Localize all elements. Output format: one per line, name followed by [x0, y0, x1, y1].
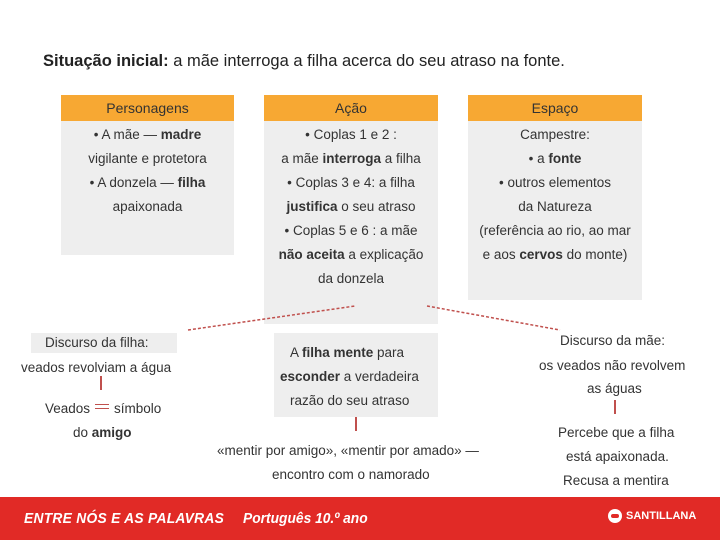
acao-line: • Coplas 5 e 6 : a mãe — [284, 223, 418, 238]
footer-bar — [0, 497, 720, 540]
title-rest: a mãe interroga a filha acerca do seu atraso na fonte. — [168, 52, 565, 70]
mentir-quote: «mentir por amigo», «mentir por amado» — — [217, 443, 479, 458]
do-amigo-text: do amigo — [73, 425, 132, 440]
page-title — [43, 52, 565, 71]
header-personagens: Personagens — [61, 95, 234, 121]
filha-mente-line1: A filha mente para — [290, 345, 405, 360]
espaco-line: Campestre: — [520, 127, 590, 142]
personagens-line: • A mãe — madre — [93, 127, 202, 142]
santillana-logo-icon — [608, 509, 622, 523]
personagens-line: vigilante e protetora — [88, 151, 207, 166]
cell-acao — [264, 121, 438, 324]
espaco-line: (referência ao rio, ao mar — [479, 223, 631, 238]
footer-subject: Português 10.º ano — [243, 510, 368, 527]
connector-right — [427, 306, 560, 330]
cell-personagens — [61, 121, 234, 255]
acao-line: justifica o seu atraso — [286, 199, 416, 214]
santillana-logo: SANTILLANA — [608, 509, 696, 523]
espaco-line: da Natureza — [518, 199, 592, 214]
column-acao — [264, 95, 438, 324]
veados-text: Veados — [45, 401, 91, 416]
acao-line: a mãe interroga a filha — [281, 151, 421, 166]
personagens-line: apaixonada — [112, 199, 183, 214]
discurso-mae-line3: Percebe que a filha — [558, 425, 675, 440]
personagens-line: • A donzela — filha — [89, 175, 206, 190]
filha-mente-line2: esconder a verdadeira — [280, 369, 419, 384]
column-personagens — [61, 95, 234, 255]
footer-brand: ENTRE NÓS E AS PALAVRAS — [24, 510, 225, 527]
discurso-filha-label: Discurso da filha: — [45, 335, 149, 350]
discurso-mae-line1: os veados não revolvem — [539, 358, 686, 373]
encontro-text: encontro com o namorado — [272, 467, 430, 482]
discurso-filha-line1: veados revolviam a água — [21, 360, 172, 375]
discurso-mae-label: Discurso da mãe: — [560, 333, 666, 348]
espaco-line: • outros elementos — [498, 175, 612, 190]
discurso-mae-line4: está apaixonada. — [566, 449, 669, 464]
header-espaco: Espaço — [468, 95, 642, 121]
mente-vertical-bar — [355, 417, 357, 431]
discurso-mae-line2: as águas — [587, 381, 642, 396]
espaco-line: • a fonte — [528, 151, 582, 166]
filha-vertical-bar — [100, 376, 102, 390]
acao-line: • Coplas 3 e 4: a filha — [287, 175, 415, 190]
mae-vertical-bar — [614, 400, 616, 414]
simbolo-text: símbolo — [114, 401, 162, 416]
discurso-mae-line5: Recusa a mentira — [563, 473, 669, 488]
column-espaco — [468, 95, 642, 300]
header-acao: Ação — [264, 95, 438, 121]
title-bold: Situação inicial: — [43, 52, 169, 70]
acao-line: não aceita a explicação — [278, 247, 424, 262]
filha-mente-line3: razão do seu atraso — [290, 393, 410, 408]
equals-sign — [95, 404, 109, 409]
acao-line: da donzela — [317, 271, 385, 286]
cell-espaco — [468, 121, 642, 300]
espaco-line: e aos cervos do monte) — [482, 247, 628, 262]
acao-line: • Coplas 1 e 2 : — [305, 127, 397, 142]
